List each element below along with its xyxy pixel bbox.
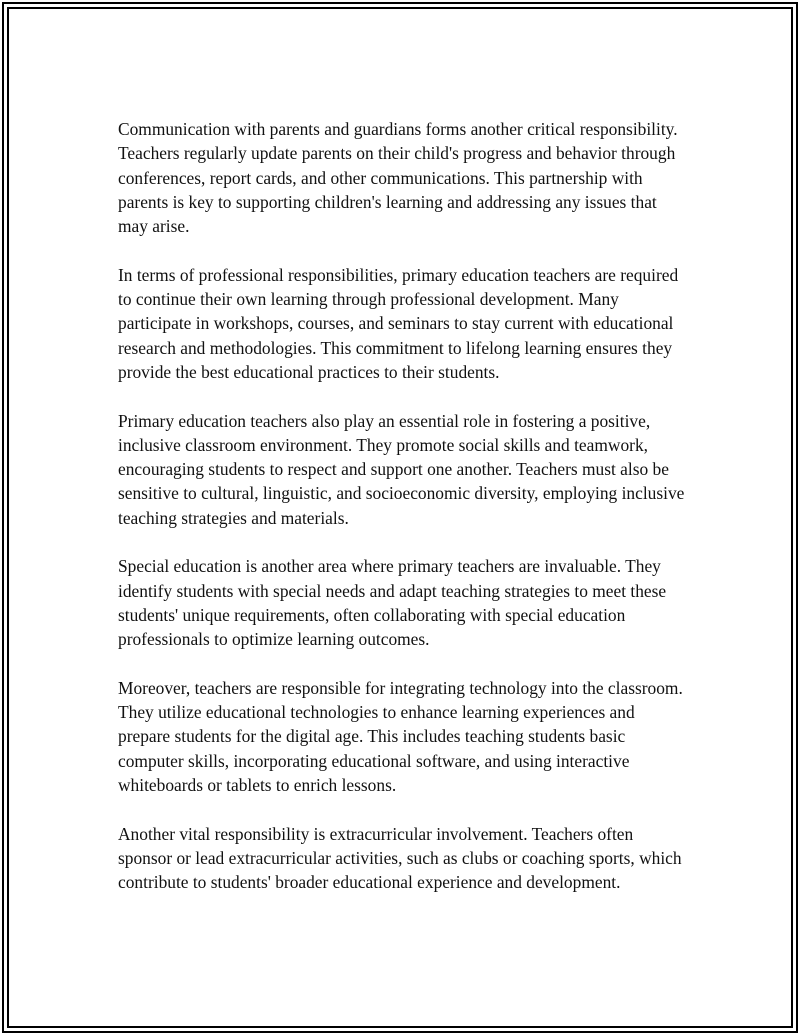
paragraph-special-education: Special education is another area where primary teachers are invaluable. They identify students with special needs and adapt teaching strategies to meet these students' unique requirements, often collaborating with special education professionals to optimize learning outcomes. [118, 556, 667, 650]
paragraph-parent-communication: Communication with parents and guardians forms another critical responsibility. Teachers regularly update parents on their child's progress and behavior through conferences, report cards, and other communications. This partnership with parents is key to supporting children's learning and addressing any issues that may arise. [118, 119, 678, 237]
document-body [118, 117, 690, 919]
paragraph-technology-integration: Moreover, teachers are responsible for integrating technology into the classroom. They utilize educational technologies to enhance learning experiences and prepare students for the digital age. This includes teaching students basic computer skills, incorporating educational software, and using interactive whiteboards or tablets to enrich lessons. [118, 677, 683, 796]
paragraph-extracurricular: Another vital responsibility is extracurricular involvement. Teachers often sponsor or lead extracurricular activities, such as clubs or coaching sports, which contribute to students' broader educational experience and development. [118, 823, 682, 893]
paragraph-professional-development: In terms of professional responsibilities, primary education teachers are required to continue their own learning through professional development. Many participate in workshops, courses, and seminars to stay current with educational research and methodologies. This commitment to lifelong learning ensures they provide the best educational practices to their students. [118, 264, 679, 382]
paragraph-inclusive-classroom: Primary education teachers also play an essential role in fostering a positive, inclusive classroom environment. They promote social skills and teamwork, encouraging students to respect and support one another. Teachers must also be sensitive to cultural, linguistic, and socioeconomic diversity, employing inclusive teaching strategies and materials. [118, 410, 685, 528]
